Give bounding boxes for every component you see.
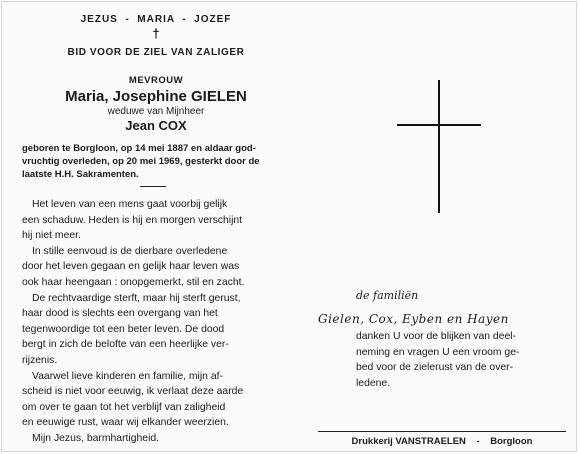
prayer-heading: BID VOOR DE ZIEL VAN ZALIGER (67, 47, 245, 58)
poem-line: bergt in zich de belofte van een heerlijke ver- (22, 339, 229, 351)
thanks-line: ledene. (356, 377, 391, 389)
poem-line: Vaarwel lieve kinderen en familie, mijn af- (32, 370, 223, 382)
thanks-line: danken U voor de blijken van deel- (356, 331, 516, 342)
poem-stanza (22, 197, 290, 244)
biography (22, 142, 290, 181)
divider (140, 186, 166, 187)
biography-line: laatste H.H. Sakramenten. (22, 169, 139, 180)
poem-line: Het leven van een mens gaat voorbij gelijk (32, 199, 228, 210)
printer-divider (318, 431, 566, 432)
poem-line: rijzenis. (22, 354, 58, 366)
family-names: Gielen, Cox, Eyben en Hayen (318, 312, 509, 326)
invocation-heading: JEZUS - MARIA - JOZEF (80, 14, 232, 25)
family-intro: de familiën (356, 289, 419, 302)
poem-line: In stille eenvoud is de dierbare overledene (32, 245, 228, 257)
poem-line: een schaduw. Heden is hij en morgen verschijnt (22, 214, 243, 226)
poem-line: De rechtvaardige sterft, maar hij sterft gerust, (32, 292, 241, 304)
memorial-card (1, 1, 577, 452)
cross-horizontal-beam (397, 124, 481, 126)
printer-place: Borgloon (490, 436, 533, 447)
printer-name: Drukkerij VANSTRAELEN (351, 436, 466, 447)
printer-separator: - (476, 436, 480, 447)
biography-line: geboren te Borgloon, op 14 mei 1887 en aldaar god- (22, 143, 256, 154)
poem-line: tegenwoordige tot een beter leven. De dood (22, 323, 225, 335)
poem-line: hij niet meer. (22, 230, 81, 242)
thanks-line: neming en vragen U een vroom ge- (356, 346, 520, 358)
poem-line: scheid is niet voor eeuwig, ik verlaat deze aarde (22, 386, 244, 398)
poem-line: ook haar heengaan : onopgemerkt, stil en zacht. (22, 276, 245, 288)
poem-line: haar dood is slechts een overgang van het (22, 308, 218, 320)
thanks-text (356, 329, 562, 391)
cross-vertical-beam (438, 80, 440, 213)
widow-of-label: weduwe van Mijnheer (107, 106, 205, 117)
poem-stanza (22, 291, 290, 369)
poem-line: Mijn Jezus, barmhartigheid. (32, 432, 160, 444)
spouse-name: Jean COX (125, 118, 187, 133)
poem-line: door het leven gegaan en gelijk haar leven was (22, 261, 240, 273)
honorific-title: MEVROUW (128, 75, 184, 86)
poem-stanza (22, 431, 290, 447)
poem-line: en eeuwige rust, waar wij elkander weerzien. (22, 417, 229, 429)
cross-icon (397, 80, 481, 213)
poem-stanza (22, 369, 290, 431)
deceased-name: Maria, Josephine GIELEN (65, 88, 247, 105)
poem-stanza (22, 244, 290, 291)
biography-line: vruchtig overleden, op 20 mei 1969, gesterkt door de (22, 156, 260, 167)
poem-line: om over te gaan tot het verblijf van zaligheid (22, 401, 226, 413)
memorial-poem (22, 197, 290, 447)
small-cross-icon: † (152, 26, 160, 41)
thanks-line: bed voor de zielerust van de over- (356, 362, 514, 374)
printer-credit (318, 436, 566, 447)
